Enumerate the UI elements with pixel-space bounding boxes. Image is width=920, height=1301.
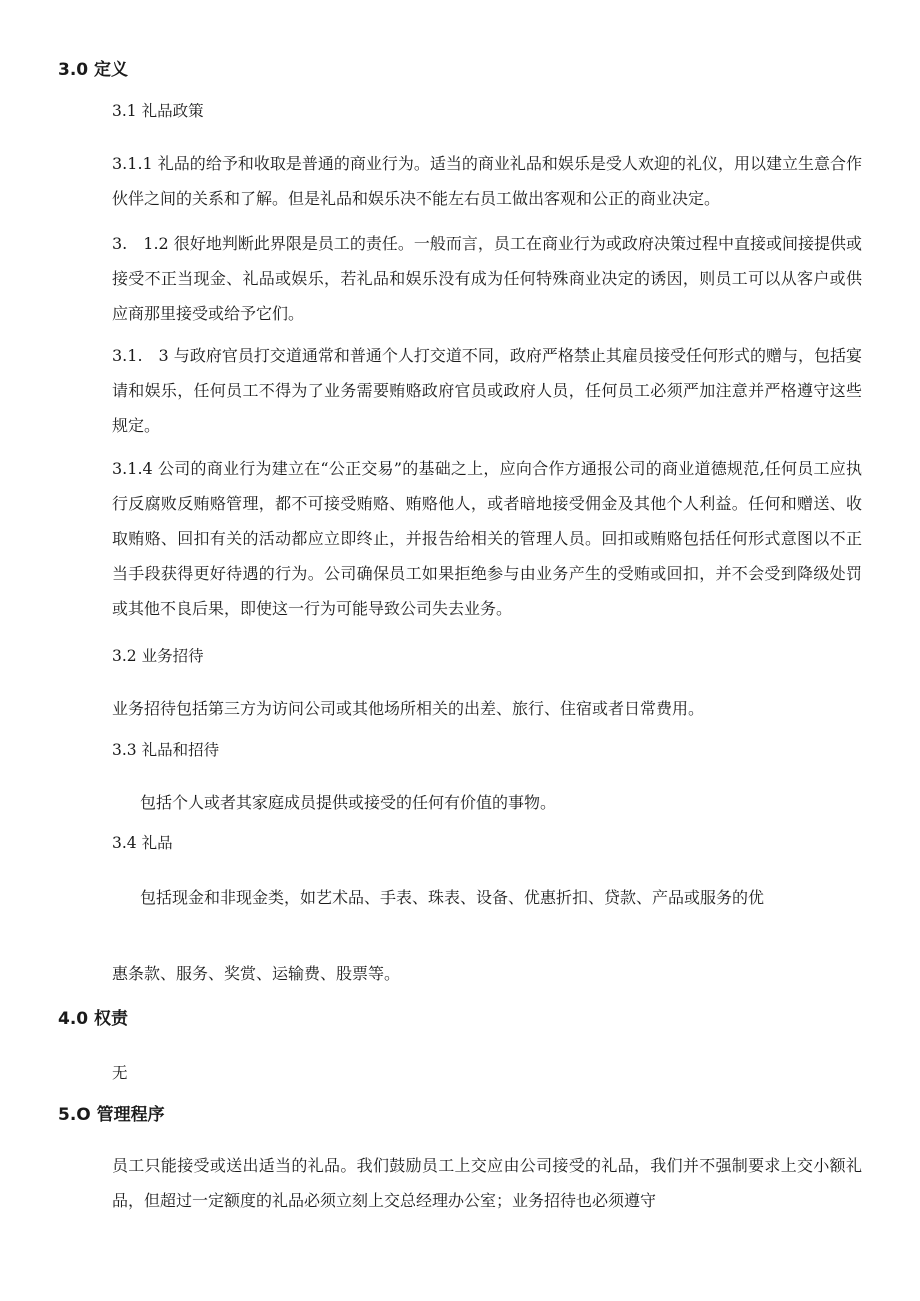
paragraph-3-1-2: 3. 1.2 很好地判断此界限是员工的责任。一般而言，员工在商业行为或政府决策过程中直接或间接提供或接受不正当现金、礼品或娱乐，若礼品和娱乐没有成为任何特殊商业决定的诱因，则员工可以从客户或供应商那里接受或给予它们。 [112, 234, 862, 323]
paragraph-3-1-4: 3.1.4 公司的商业行为建立在“公正交易”的基础之上，应向合作方通报公司的商业道德规范,任何员工应执行反腐败反贿赂管理，都不可接受贿赂、贿赂他人，或者暗地接受佣金及其他个人利益。任何和赠送、收取贿赂、回扣有关的活动都应立即终止，并报告给相关的管理人员。回扣或贿赂包括任何形式意图以不正当手段获得更好待遇的行为。公司确保员工如果拒绝参与由业务产生的受贿或回扣，并不会受到降级处罚或其他不良后果，即使这一行为可能导致公司失去业务。 [112, 459, 862, 618]
section-3-heading: 3.0 定义 [58, 60, 129, 80]
paragraph-3-1-1: 3.1.1 礼品的给予和收取是普通的商业行为。适当的商业礼品和娱乐是受人欢迎的礼仪，用以建立生意合作伙伴之间的关系和了解。但是礼品和娱乐决不能左右员工做出客观和公正的商业决定。 [112, 154, 862, 208]
paragraph-3-1-3: 3.1. 3 与政府官员打交道通常和普通个人打交道不同，政府严格禁止其雇员接受任何形式的赠与，包括宴请和娱乐，任何员工不得为了业务需要贿赂政府官员或政府人员，任何员工必须严加注意并严格遵守这些规定。 [112, 346, 862, 435]
section-4-heading: 4.0 权责 [58, 1009, 129, 1029]
paragraph-3-4-line-2: 惠条款、服务、奖赏、运输费、股票等。 [112, 964, 401, 983]
paragraph-3-3: 包括个人或者其家庭成员提供或接受的任何有价值的事物。 [140, 793, 557, 812]
section-5-heading: 5.O 管理程序 [58, 1105, 165, 1125]
section-3-1-heading: 3.1 礼品政策 [112, 102, 204, 120]
paragraph-3-2: 业务招待包括第三方为访问公司或其他场所相关的出差、旅行、住宿或者日常费用。 [112, 699, 705, 718]
section-3-2-heading: 3.2 业务招待 [112, 647, 204, 665]
paragraph-3-4-line-1: 包括现金和非现金类，如艺术品、手表、珠表、设备、优惠折扣、贷款、产品或服务的优 [140, 888, 765, 907]
section-3-4-heading: 3.4 礼品 [112, 834, 173, 852]
section-3-3-heading: 3.3 礼品和招待 [112, 741, 220, 759]
paragraph-4: 无 [112, 1064, 128, 1082]
paragraph-5: 员工只能接受或送出适当的礼品。我们鼓励员工上交应由公司接受的礼品，我们并不强制要求上交小额礼品，但超过一定额度的礼品必须立刻上交总经理办公室；业务招待也必须遵守 [112, 1156, 862, 1210]
